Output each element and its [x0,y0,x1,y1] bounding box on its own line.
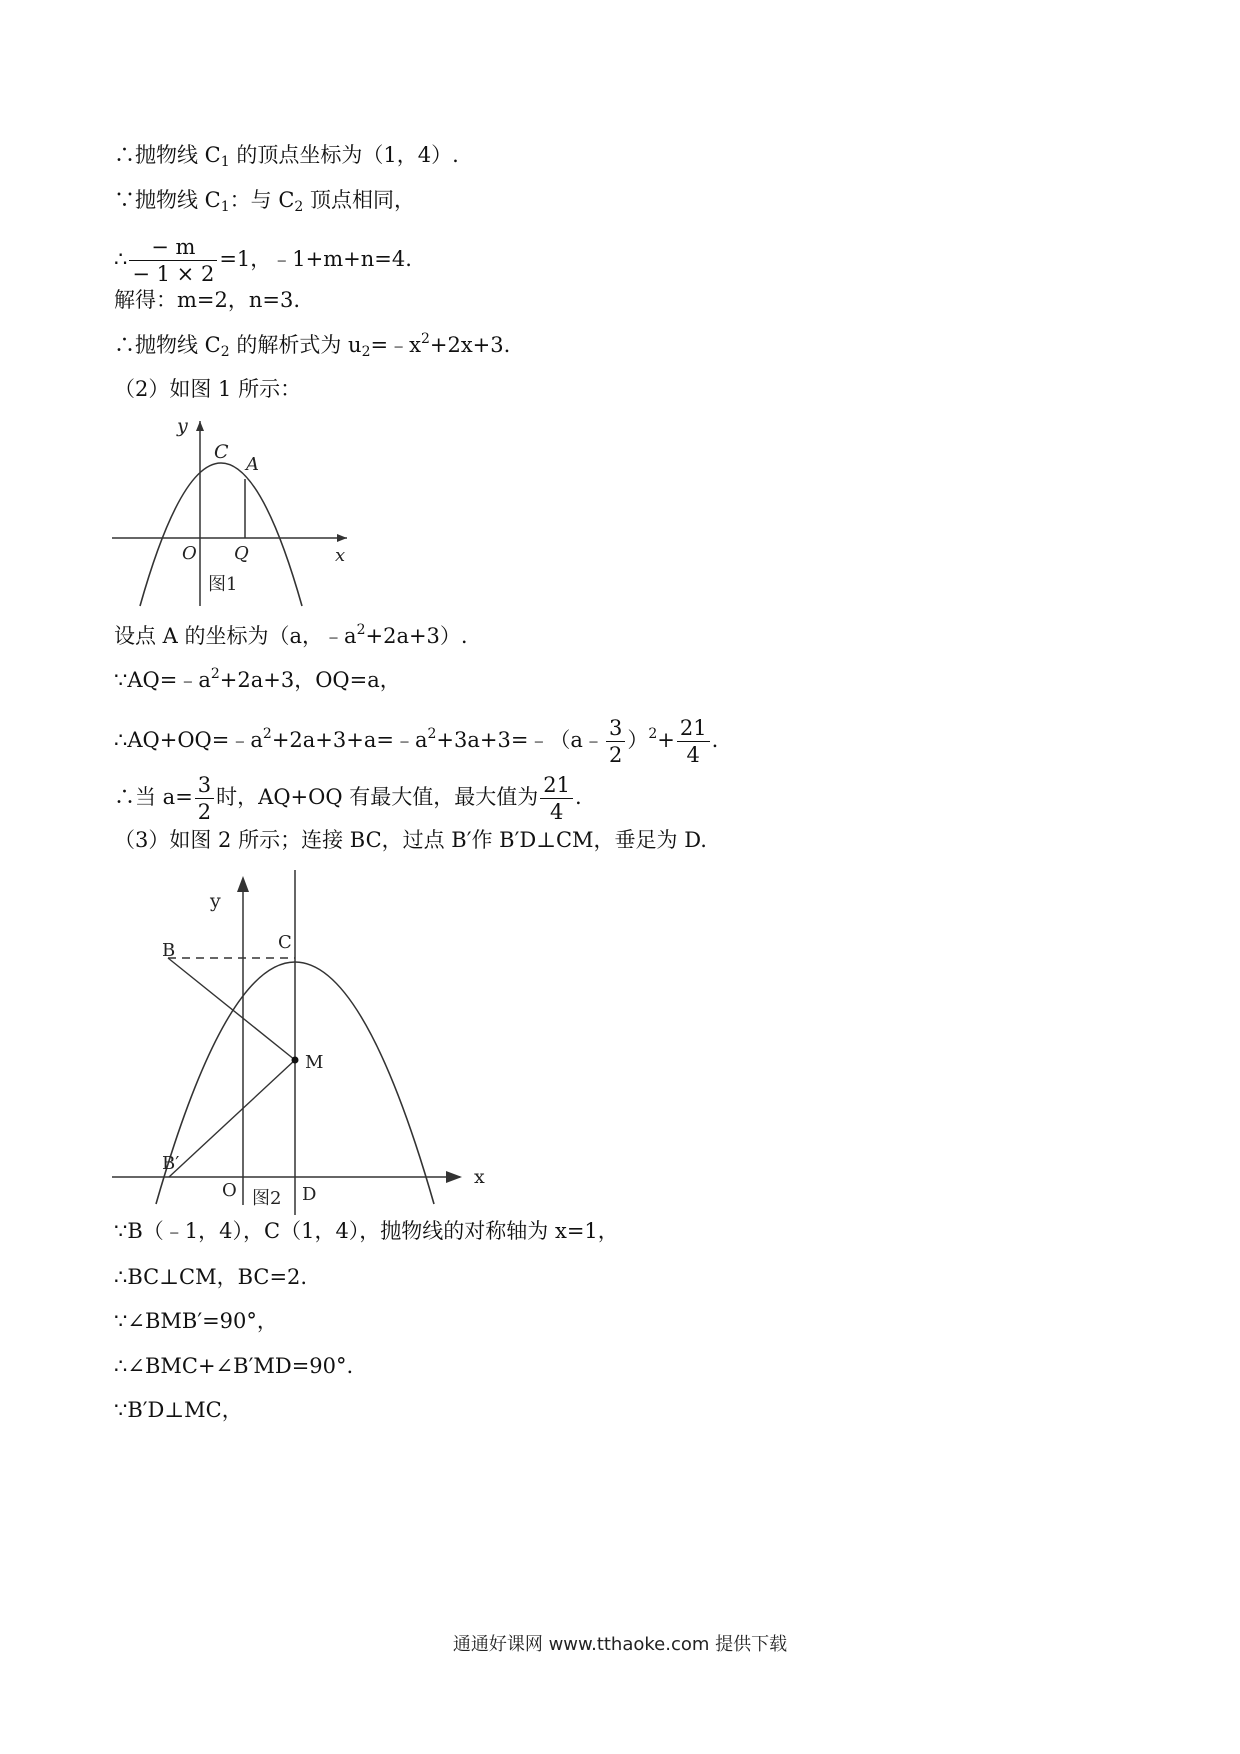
line-angle-sum: ∴∠BMC+∠B′MD=90°. [114,1354,354,1378]
label-q: Q [234,543,249,564]
line-solution-mn: 解得：m=2，n=3. [114,288,301,312]
label-y: y [210,890,221,912]
label-x: x [335,545,346,566]
fraction-a-value: $\frac{3}{2}$ [195,772,214,825]
line-bd-perp: ∵B′D⊥MC， [114,1398,243,1422]
line-equations: ∴ $\frac{- m}{- 1 \times 2}$ =1，﹣1+m+n=4. [114,235,412,286]
y-axis-arrow-icon [196,421,204,431]
page-footer: 通通好课网 www.tthaoke.com 提供下载 [452,1634,788,1655]
label-d: D [302,1184,317,1205]
x-axis-arrow-icon [337,534,347,542]
segment-mb-prime [169,1060,295,1177]
figure-2 [112,870,492,1215]
line-sum-expression: $\therefore AQ+OQ=﹣a^2+2a+3+a=﹣a^2+3a+3=﹣(a﹣$ $\frac{3}{2}$ ）$^2$+ $\frac{21}{4}$ . [114,716,719,767]
label-y: y [177,418,188,437]
line-c2-expression: ∴抛物线 $C_2$ 的解析式为 $u_2=﹣x^2+2x+3$. [114,331,511,360]
label-m: M [305,1052,324,1073]
x-axis-arrow-icon [446,1171,462,1183]
figure-1-caption: 图1 [208,574,238,595]
label-o: O [222,1180,237,1201]
fraction-max-value: $\frac{21}{4}$ [540,772,573,825]
fraction-twentyone-quarters: $\frac{21}{4}$ [677,715,710,768]
label-b-prime: B′ [162,1153,180,1174]
label-a: A [246,454,259,475]
label-o: O [182,543,197,564]
label-b: B [162,940,176,961]
line-part2-heading: （2）如图 1 所示： [114,377,302,401]
line-same-vertex: ∵抛物线 $C_1$：与 $C_2$ 顶点相同， [114,188,416,215]
segment-bm [168,958,295,1060]
line-vertex-c1: ∴抛物线 $C_1$ 的顶点坐标为（1，4）. [114,143,459,170]
line-points-bc: ∵B（﹣1，4），C（1，4），抛物线的对称轴为 x=1， [114,1219,619,1243]
y-axis-arrow-icon [237,876,249,892]
label-x: x [474,1166,485,1188]
label-c: C [214,441,229,463]
line-angle-bmb: ∵∠BMB′=90°， [114,1309,278,1333]
fraction-three-halves: $\frac{3}{2}$ [606,715,625,768]
line-maximum: ∴当 a= $\frac{3}{2}$ 时，AQ+OQ 有最大值，最大值为 $\frac{21}{4}$ . [114,773,582,824]
line-bc-perp: ∴BC⊥CM，BC=2. [114,1265,308,1289]
figure-1 [112,418,352,608]
line-aq-oq: $\because AQ=﹣a^2+2a+3$，OQ=a， [114,666,401,692]
label-c: C [278,932,292,953]
point-m [292,1057,299,1064]
line-part3-heading: （3）如图 2 所示；连接 BC，过点 B′作 B′D⊥CM，垂足为 D. [114,828,707,852]
fraction-axis: $\frac{- m}{- 1 \times 2}$ [129,234,217,287]
figure-2-caption: 图2 [252,1188,282,1209]
line-point-a: 设点 A 的坐标为（a，$﹣a^2+2a+3$）. [114,622,468,648]
